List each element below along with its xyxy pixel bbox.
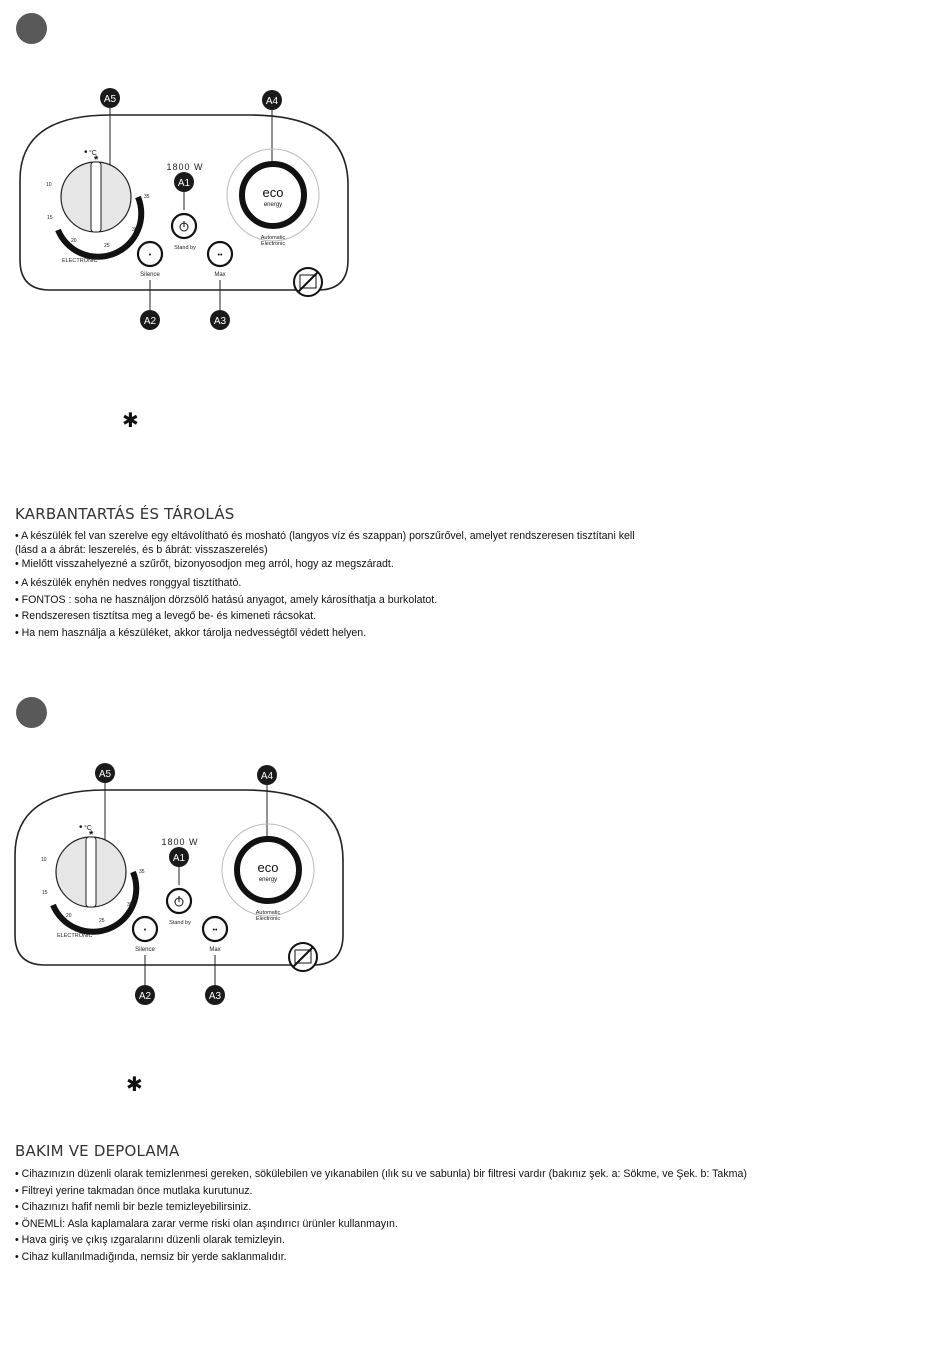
callout-a5-label: A5: [98, 769, 112, 780]
scale-tick-35: 35: [139, 869, 145, 875]
power-rating: 1800 W: [166, 162, 204, 172]
callout-a4-label: A4: [265, 96, 279, 107]
automatic-label: Automatic: [255, 910, 281, 916]
energy-text: energy: [263, 202, 283, 208]
frost-protection-asterisk-1: ✱: [122, 408, 139, 432]
scale-tick-20: 20: [71, 238, 77, 244]
maintenance-list-tr: [15, 1166, 935, 1265]
power-rating: 1800 W: [161, 837, 199, 847]
page-badge-2: [16, 697, 47, 728]
eco-text: eco: [262, 185, 284, 200]
list-item: • ÖNEMLİ: Asla kaplamalara zarar verme riski olan aşındırıcı ürünler kullanmayın.: [15, 1217, 398, 1230]
callout-a3-label: A3: [213, 316, 227, 327]
section-title-hu: KARBANTARTÁS ÉS TÁROLÁS: [15, 505, 235, 523]
page-badge-1: [16, 13, 47, 44]
scale-tick-10: 10: [41, 857, 47, 863]
maintenance-list-hu: [15, 529, 935, 641]
scale-tick-30: 30: [132, 227, 138, 233]
electronic-mode-label: Electronic: [255, 916, 281, 922]
frost-symbol: *: [94, 154, 99, 166]
max-dots: ••: [217, 252, 223, 259]
callout-a3-label: A3: [208, 991, 222, 1002]
list-item: • Cihazınızı hafif nemli bir bezle temizleyebilirsiniz.: [15, 1201, 252, 1213]
silence-label: Silence: [135, 947, 155, 953]
scale-tick-15: 15: [42, 890, 48, 896]
thermostat-dial-grip: [86, 837, 96, 907]
frost-symbol: *: [89, 829, 94, 841]
standby-label: Stand by: [169, 920, 191, 926]
scale-tick-35: 35: [144, 194, 150, 200]
celsius-symbol: °C: [84, 825, 92, 832]
callout-a1-label: A1: [177, 178, 191, 189]
callout-a4-label: A4: [260, 771, 274, 782]
list-item: • Filtreyi yerine takmadan önce mutlaka kurutunuz.: [15, 1184, 253, 1197]
scale-tick-15: 15: [47, 215, 53, 221]
thermometer-symbol: •: [79, 822, 83, 833]
callout-a5-label: A5: [103, 94, 117, 105]
maintenance-section-hu: [15, 505, 935, 641]
electronic-mode-label: Electronic: [260, 241, 286, 247]
list-item: • A készülék fel van szerelve egy eltávolítható és mosható (langyos víz és szappan) porszűrővel, amelyet rendszeresen tisztítani kell: [15, 530, 635, 542]
frost-protection-asterisk-2: ✱: [126, 1072, 143, 1096]
scale-tick-10: 10: [46, 182, 52, 188]
max-dots: ••: [212, 927, 218, 934]
section-title-tr: BAKIM VE DEPOLAMA: [15, 1142, 180, 1160]
list-item: • Cihazınızın düzenli olarak temizlenmesi gereken, sökülebilen ve yıkanabilen (ılık su ve sabunla) bir filtresi vardır (bakınız şek. a: Sökme, ve Şek. b: Takma): [15, 1168, 747, 1180]
list-item: • Ha nem használja a készüléket, akkor tárolja nedvességtől védett helyen.: [15, 626, 367, 639]
silence-label: Silence: [140, 272, 160, 278]
callout-a2-label: A2: [138, 991, 152, 1002]
electronic-label: ELECTRONIC: [62, 258, 98, 264]
list-item: (lásd a a ábrát: leszerelés, és b ábrát: visszaszerelés): [15, 544, 268, 556]
silence-dot: •: [143, 927, 147, 934]
scale-tick-25: 25: [104, 243, 110, 249]
max-label: Max: [214, 272, 226, 278]
list-item: • Hava giriş ve çıkış ızgaralarını düzenli olarak temizleyin.: [15, 1234, 285, 1246]
automatic-label: Automatic: [260, 235, 286, 241]
callout-a2-label: A2: [143, 316, 157, 327]
celsius-symbol: °C: [89, 150, 97, 157]
maintenance-section-tr: [15, 1142, 935, 1265]
scale-tick-30: 30: [127, 902, 133, 908]
scale-tick-25: 25: [99, 918, 105, 924]
list-item: • Rendszeresen tisztítsa meg a levegő be- és kimeneti rácsokat.: [15, 610, 317, 622]
list-item: • FONTOS : soha ne használjon dörzsölő hatású anyagot, amely károsíthatja a burkolatot.: [15, 593, 438, 606]
scale-tick-20: 20: [66, 913, 72, 919]
thermostat-dial-grip: [91, 162, 101, 232]
list-item: • A készülék enyhén nedves ronggyal tisztítható.: [15, 577, 242, 589]
thermometer-symbol: •: [84, 147, 88, 158]
eco-text: eco: [257, 860, 279, 875]
list-item: • Mielőtt visszahelyezné a szűrőt, bizonyosodjon meg arról, hogy az megszáradt.: [15, 558, 394, 570]
energy-text: energy: [258, 877, 278, 883]
control-panel-diagram-1: [0, 85, 380, 345]
list-item: • Cihaz kullanılmadığında, nemsiz bir yerde saklanmalıdır.: [15, 1250, 287, 1263]
electronic-label: ELECTRONIC: [57, 933, 93, 939]
silence-dot: •: [148, 252, 152, 259]
control-panel-diagram-2: [0, 760, 375, 1020]
standby-label: Stand by: [174, 245, 196, 251]
max-label: Max: [209, 947, 221, 953]
callout-a1-label: A1: [172, 853, 186, 864]
